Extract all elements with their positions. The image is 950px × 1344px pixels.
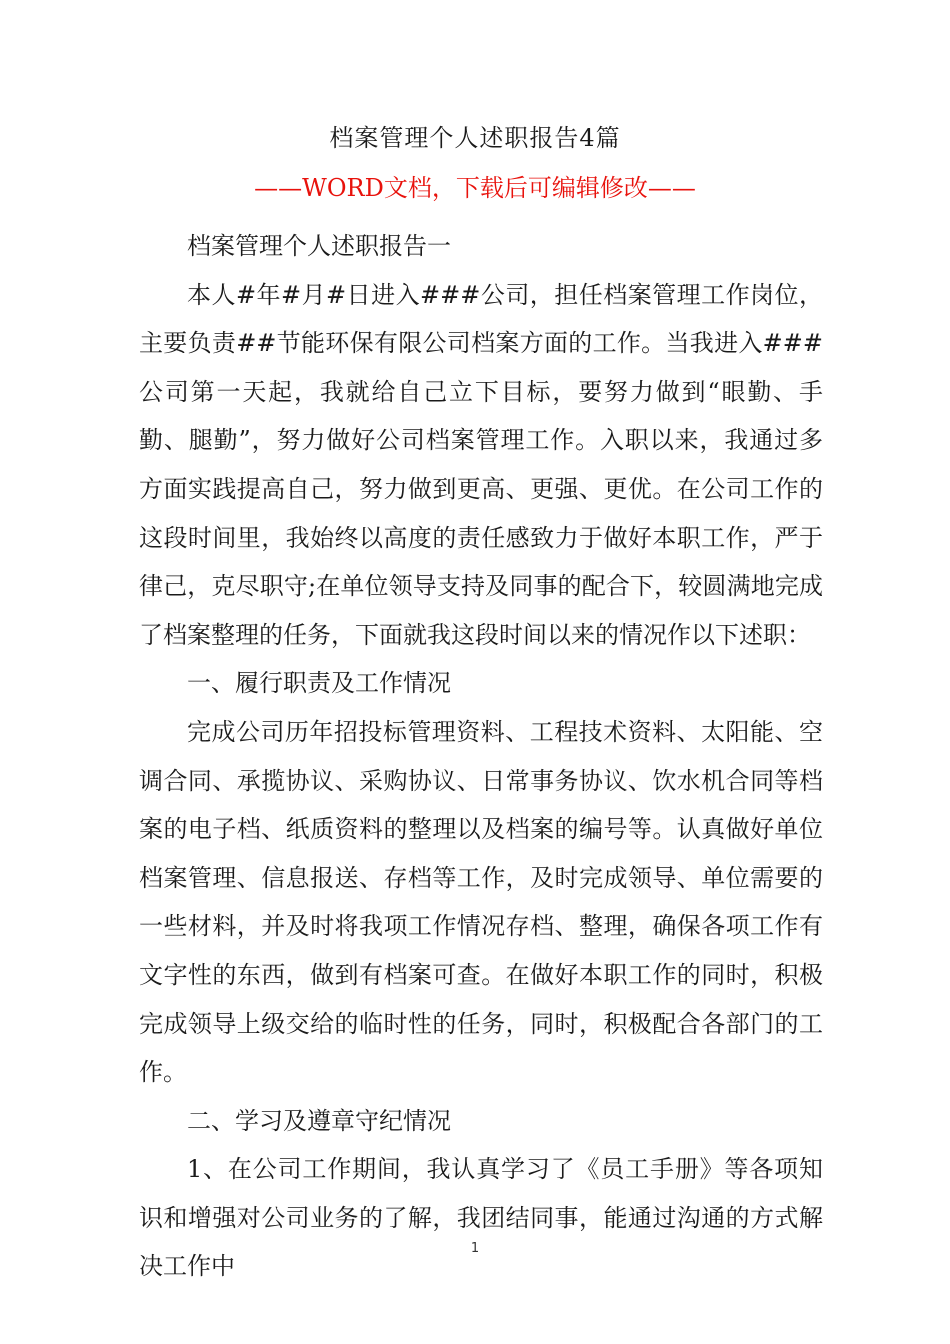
duties-paragraph: 完成公司历年招投标管理资料、工程技术资料、太阳能、空调合同、承揽协议、采购协议、日常事务协议、饮水机合同等档案的电子档、纸质资料的整理以及档案的编号等。认真做好单位档案管理、信息报送、存档等工作，及时完成领导、单位需要的一些材料，并及时将我项工作情况存档、整理，确保各项工作有文字性的东西，做到有档案可查。在做好本职工作的同时，积极完成领导上级交给的临时性的任务，同时，积极配合各部门的工作。 bbox=[139, 717, 823, 1087]
section-heading-report-one: 档案管理个人述职报告一 bbox=[187, 232, 451, 260]
section-heading-study: 二、学习及遵章守纪情况 bbox=[187, 1106, 451, 1135]
section-heading-duties: 一、履行职责及工作情况 bbox=[187, 669, 451, 698]
intro-paragraph: 本人#年#月#日进入###公司，担任档案管理工作岗位，主要负责##节能环保有限公司档案方面的工作。当我进入###公司第一天起，我就给自己立下目标，要努力做到“眼勤、手勤、腿勤”，努力做好公司档案管理工作。入职以来，我通过多方面实践提高自己，努力做到更高、更强、更优。在公司工作的这段时间里，我始终以高度的责任感致力于做好本职工作，严于律己，克尽职守;在单位领导支持及同事的配合下，较圆满地完成了档案整理的任务，下面就我这段时间以来的情况作以下述职： bbox=[139, 280, 823, 649]
document-body bbox=[139, 222, 823, 1291]
document-title: 档案管理个人述职报告4篇 bbox=[329, 124, 621, 152]
page-number: 1 bbox=[470, 1241, 480, 1256]
study-paragraph: 1、在公司工作期间，我认真学习了《员工手册》等各项知识和增强对公司业务的了解，我团结同事，能通过沟通的方式解决工作中 bbox=[139, 1155, 823, 1281]
document-subtitle: ——WORD文档，下载后可编辑修改—— bbox=[254, 174, 696, 202]
